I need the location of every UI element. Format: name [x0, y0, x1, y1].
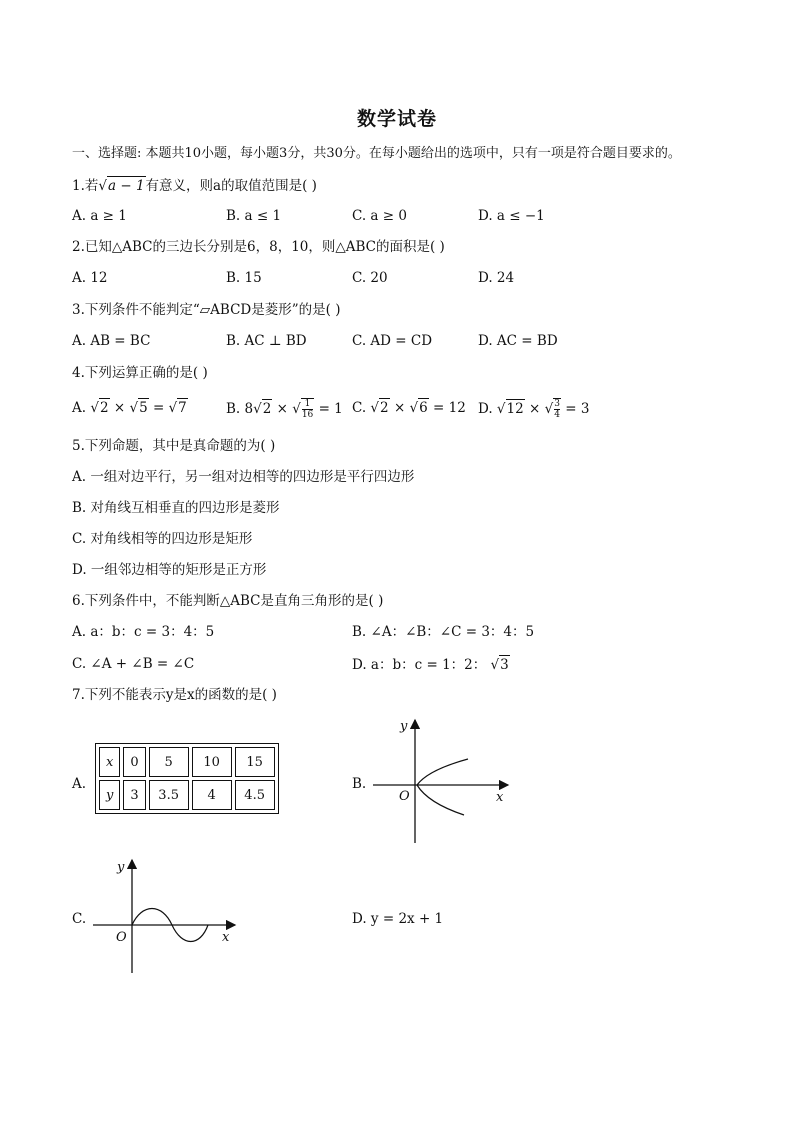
question-5: 5.下列命题，其中是真命题的为( ): [72, 438, 276, 454]
question-1: 1.若√a − 1有意义，则a的取值范围是( ): [72, 178, 317, 194]
table-cell: y: [99, 780, 120, 810]
y-axis-label: y: [117, 860, 125, 875]
q2-option-a[interactable]: A. 12: [72, 270, 108, 286]
question-2: 2.已知△ABC的三边长分别是6，8，10，则△ABC的面积是( ): [72, 239, 445, 255]
graph-b-parabola: [368, 715, 528, 845]
q6-option-a[interactable]: A. a：b：c = 3：4：5: [72, 624, 215, 640]
table-cell: 0: [123, 747, 145, 777]
q7-option-a[interactable]: A.: [72, 776, 87, 792]
table-cell: 4: [192, 780, 232, 810]
q4-option-c[interactable]: C. √2 × √6 = 12: [352, 400, 466, 416]
q1-option-c[interactable]: C. a ≥ 0: [352, 208, 407, 224]
q3-option-c[interactable]: C. AD = CD: [352, 333, 433, 349]
q3-option-a[interactable]: A. AB = BC: [72, 333, 151, 349]
q5-option-a[interactable]: A. 一组对边平行，另一组对边相等的四边形是平行四边形: [72, 469, 415, 485]
table-cell: x: [99, 747, 120, 777]
table-cell: 4.5: [235, 780, 275, 810]
q3-option-b[interactable]: B. AC ⊥ BD: [226, 333, 307, 349]
y-axis-label: y: [400, 719, 408, 734]
question-4: 4.下列运算正确的是( ): [72, 365, 208, 381]
table-cell: 5: [149, 747, 189, 777]
page-title: 数学试卷: [356, 108, 437, 130]
q7-option-b[interactable]: B.: [352, 776, 367, 792]
question-7: 7.下列不能表示y是x的函数的是( ): [72, 687, 277, 703]
table-cell: 10: [192, 747, 232, 777]
section-header: 一、选择题: 本题共10小题，每小题3分，共30分。在每小题给出的选项中，只有一项是符合题目要求的。: [72, 146, 681, 161]
graph-c-wave: [90, 855, 250, 975]
q5-option-b[interactable]: B. 对角线互相垂直的四边形是菱形: [72, 500, 280, 516]
x-axis-label: x: [222, 930, 230, 945]
x-axis-label: x: [496, 790, 504, 805]
q4-option-b[interactable]: B. 8√2 × √ $\frac{1}{16}$ = 1: [226, 399, 343, 420]
table-cell: 15: [235, 747, 275, 777]
q7-option-c[interactable]: C.: [72, 911, 87, 927]
q6-option-b[interactable]: B. ∠A：∠B：∠C = 3：4：5: [352, 624, 535, 640]
q6-option-c[interactable]: C. ∠A + ∠B = ∠C: [72, 656, 195, 672]
origin-label: O: [116, 930, 127, 945]
table-cell: 3: [123, 780, 145, 810]
q2-option-b[interactable]: B. 15: [226, 270, 262, 286]
parabola-curve: [417, 759, 468, 815]
q2-option-d[interactable]: D. 24: [478, 270, 515, 286]
q6-option-d[interactable]: D. a：b：c = 1：2： √3: [352, 657, 509, 673]
q4-option-a[interactable]: A. √2 × √5 = √7: [72, 400, 187, 416]
question-6: 6.下列条件中，不能判断△ABC是直角三角形的是( ): [72, 593, 384, 609]
q4-option-d[interactable]: D. √12 × √ $\frac{3}{4}$ = 3: [478, 399, 590, 420]
q3-option-d[interactable]: D. AC = BD: [478, 333, 558, 349]
q5-option-d[interactable]: D. 一组邻边相等的矩形是正方形: [72, 562, 267, 578]
q2-option-c[interactable]: C. 20: [352, 270, 388, 286]
function-table: [95, 743, 279, 814]
q7-option-d[interactable]: D. y = 2x + 1: [352, 911, 444, 927]
question-3: 3.下列条件不能判定“▱ABCD是菱形”的是( ): [72, 302, 341, 318]
q1-option-a[interactable]: A. a ≥ 1: [72, 208, 127, 224]
table-row: [99, 780, 275, 810]
table-row: [99, 747, 275, 777]
q1-option-d[interactable]: D. a ≤ −1: [478, 208, 545, 224]
q5-option-c[interactable]: C. 对角线相等的四边形是矩形: [72, 531, 253, 547]
table-cell: 3.5: [149, 780, 189, 810]
origin-label: O: [399, 789, 410, 804]
q1-option-b[interactable]: B. a ≤ 1: [226, 208, 282, 224]
